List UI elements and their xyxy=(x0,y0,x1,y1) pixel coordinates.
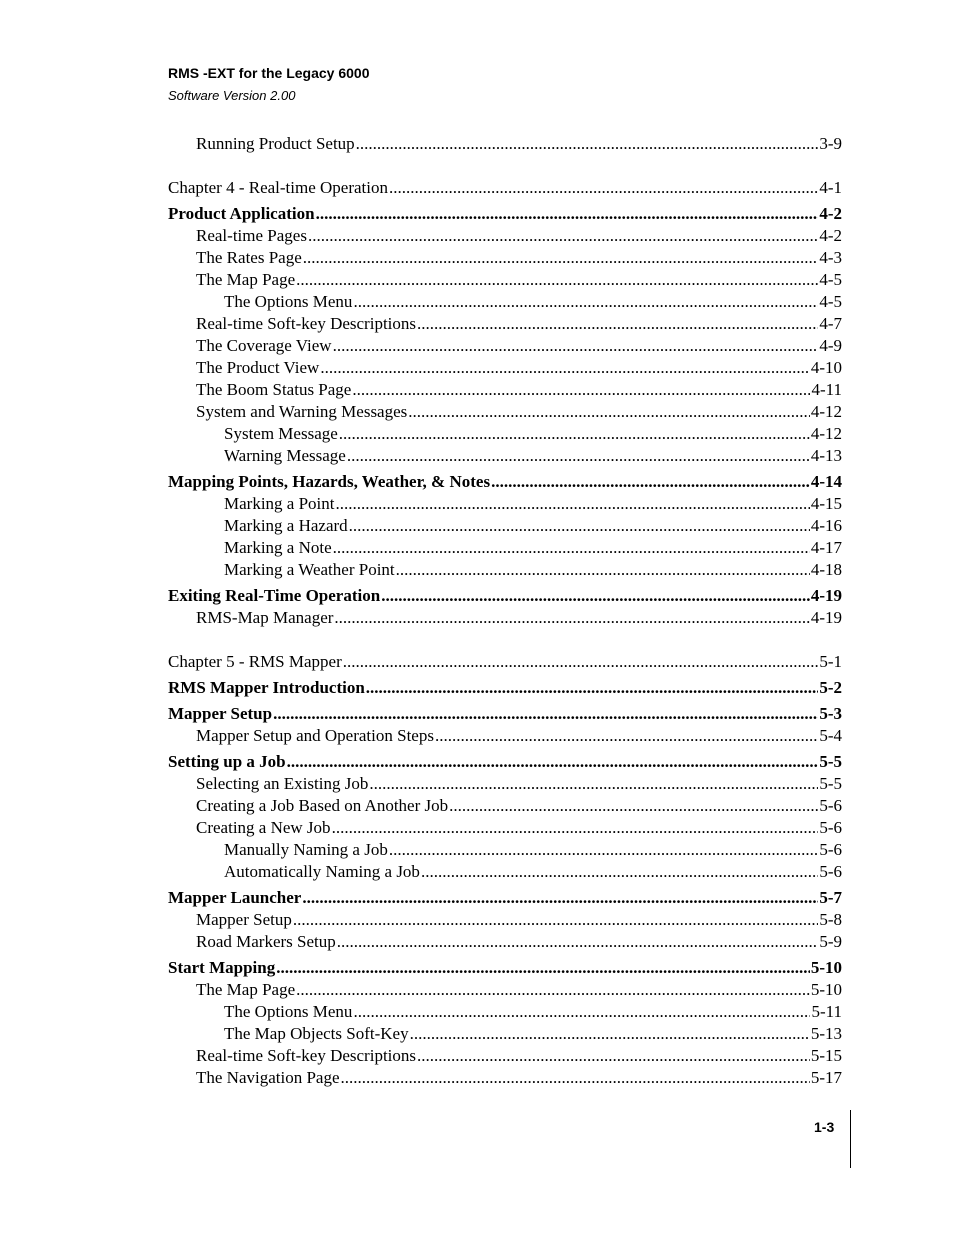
toc-entry-title: Selecting an Existing Job xyxy=(196,774,369,793)
toc-entry-title: Mapper Setup and Operation Steps xyxy=(196,726,434,745)
toc-entry-row[interactable] xyxy=(168,979,842,1001)
toc-entry-title: The Rates Page xyxy=(196,248,302,267)
toc-page-number: 5-6 xyxy=(819,840,842,859)
table-of-contents xyxy=(168,133,842,1089)
toc-entry-row[interactable] xyxy=(168,493,842,515)
toc-entry-row[interactable] xyxy=(168,133,842,155)
toc-chapter-row[interactable] xyxy=(168,177,842,199)
toc-section-row[interactable] xyxy=(168,585,842,607)
toc-entry-title: Mapper Setup xyxy=(196,910,292,929)
toc-entry-title: The Map Page xyxy=(196,980,296,999)
toc-entry-row[interactable] xyxy=(168,445,842,467)
toc-section-row[interactable] xyxy=(168,203,842,225)
toc-entry-title: Mapper Launcher xyxy=(168,888,302,907)
toc-entry-title: The Boom Status Page xyxy=(196,380,352,399)
toc-page-number: 5-10 xyxy=(810,980,842,999)
toc-dot-leader xyxy=(491,471,810,493)
toc-page-number: 4-10 xyxy=(810,358,842,377)
toc-entry-title: RMS-Map Manager xyxy=(196,608,334,627)
toc-dot-leader xyxy=(276,957,810,979)
toc-section-row[interactable] xyxy=(168,703,842,725)
toc-dot-leader xyxy=(293,909,818,931)
toc-dot-leader xyxy=(273,703,818,725)
toc-page-number: 5-10 xyxy=(810,958,842,977)
toc-dot-leader xyxy=(341,1067,810,1089)
toc-page-number: 4-13 xyxy=(810,446,842,465)
toc-page-number: 4-19 xyxy=(810,608,842,627)
toc-entry-title: The Navigation Page xyxy=(196,1068,340,1087)
toc-dot-leader xyxy=(381,585,810,607)
toc-entry-title: System and Warning Messages xyxy=(196,402,408,421)
toc-entry-row[interactable] xyxy=(168,335,842,357)
toc-page-number: 4-2 xyxy=(819,226,842,245)
toc-entry-title: Creating a New Job xyxy=(196,818,331,837)
toc-dot-leader xyxy=(410,1023,810,1045)
toc-entry-row[interactable] xyxy=(168,817,842,839)
toc-entry-title: Marking a Note xyxy=(224,538,332,557)
toc-page-number: 5-7 xyxy=(819,888,842,907)
toc-entry-title: Running Product Setup xyxy=(196,134,355,153)
toc-entry-row[interactable] xyxy=(168,291,842,313)
toc-section-row[interactable] xyxy=(168,957,842,979)
toc-entry-row[interactable] xyxy=(168,357,842,379)
toc-page-number: 5-15 xyxy=(810,1046,842,1065)
toc-entry-title: System Message xyxy=(224,424,338,443)
toc-entry-row[interactable] xyxy=(168,1045,842,1067)
toc-page-number: 5-17 xyxy=(810,1068,842,1087)
toc-dot-leader xyxy=(366,677,819,699)
toc-entry-row[interactable] xyxy=(168,559,842,581)
toc-entry-row[interactable] xyxy=(168,725,842,747)
toc-dot-leader xyxy=(320,357,810,379)
toc-page-number: 4-12 xyxy=(810,402,842,421)
toc-chapter-row[interactable] xyxy=(168,651,842,673)
toc-entry-row[interactable] xyxy=(168,247,842,269)
toc-dot-leader xyxy=(308,225,818,247)
toc-entry-title: Road Markers Setup xyxy=(196,932,336,951)
toc-page-number: 4-2 xyxy=(819,204,842,223)
toc-dot-leader xyxy=(334,607,809,629)
toc-entry-title: The Product View xyxy=(196,358,320,377)
toc-section-row[interactable] xyxy=(168,677,842,699)
toc-entry-row[interactable] xyxy=(168,909,842,931)
toc-page-number: 5-13 xyxy=(810,1024,842,1043)
page-number-rule xyxy=(850,1110,851,1168)
toc-page-number: 5-8 xyxy=(819,910,842,929)
toc-entry-row[interactable] xyxy=(168,1067,842,1089)
toc-page-number: 4-12 xyxy=(810,424,842,443)
toc-entry-title: The Coverage View xyxy=(196,336,332,355)
toc-entry-row[interactable] xyxy=(168,313,842,335)
toc-dot-leader xyxy=(337,931,819,953)
toc-dot-leader xyxy=(296,979,810,1001)
toc-page-number: 5-11 xyxy=(811,1002,842,1021)
toc-page-number: 5-3 xyxy=(819,704,842,723)
toc-entry-title: RMS Mapper Introduction xyxy=(168,678,365,697)
toc-entry-title: Warning Message xyxy=(224,446,346,465)
toc-entry-title: Marking a Point xyxy=(224,494,335,513)
toc-entry-title: The Options Menu xyxy=(224,1002,353,1021)
toc-page-number: 4-9 xyxy=(819,336,842,355)
toc-entry-title: Real-time Pages xyxy=(196,226,307,245)
toc-dot-leader xyxy=(339,423,810,445)
toc-page-number: 5-5 xyxy=(819,774,842,793)
toc-entry-title: Product Application xyxy=(168,204,315,223)
toc-entry-row[interactable] xyxy=(168,795,842,817)
toc-section-row[interactable] xyxy=(168,751,842,773)
toc-entry-title: The Map Objects Soft-Key xyxy=(224,1024,409,1043)
page-number: 1-3 xyxy=(814,1119,835,1135)
toc-entry-row[interactable] xyxy=(168,1001,842,1023)
toc-page-number: 5-6 xyxy=(819,818,842,837)
toc-dot-leader xyxy=(296,269,818,291)
toc-entry-row[interactable] xyxy=(168,269,842,291)
toc-dot-leader xyxy=(435,725,818,747)
toc-dot-leader xyxy=(389,839,818,861)
toc-dot-leader xyxy=(417,313,818,335)
toc-page-number: 4-1 xyxy=(819,178,842,197)
toc-entry-title: Creating a Job Based on Another Job xyxy=(196,796,449,815)
toc-entry-row[interactable] xyxy=(168,861,842,883)
toc-dot-leader xyxy=(421,861,818,883)
toc-entry-row[interactable] xyxy=(168,515,842,537)
toc-entry-title: Setting up a Job xyxy=(168,752,286,771)
toc-entry-title: Mapper Setup xyxy=(168,704,273,723)
toc-entry-title: Chapter 5 - RMS Mapper xyxy=(168,652,342,671)
toc-entry-title: Mapping Points, Hazards, Weather, & Notes xyxy=(168,472,491,491)
toc-page-number: 4-14 xyxy=(810,472,842,491)
toc-dot-leader xyxy=(408,401,810,423)
toc-entry-row[interactable] xyxy=(168,379,842,401)
toc-entry-row[interactable] xyxy=(168,607,842,629)
toc-entry-row[interactable] xyxy=(168,1023,842,1045)
toc-entry-title: Marking a Weather Point xyxy=(224,560,395,579)
toc-dot-leader xyxy=(287,751,819,773)
toc-page-number: 4-16 xyxy=(810,516,842,535)
toc-page-number: 5-2 xyxy=(819,678,842,697)
toc-page-number: 5-5 xyxy=(819,752,842,771)
toc-page-number: 5-6 xyxy=(819,862,842,881)
toc-dot-leader xyxy=(353,1001,810,1023)
toc-dot-leader xyxy=(352,379,810,401)
toc-entry-row[interactable] xyxy=(168,225,842,247)
toc-dot-leader xyxy=(417,1045,810,1067)
toc-page-number: 4-3 xyxy=(819,248,842,267)
running-header-subtitle: Software Version 2.00 xyxy=(168,88,296,103)
toc-dot-leader xyxy=(336,493,810,515)
toc-section-row[interactable] xyxy=(168,471,842,493)
toc-page-number: 4-5 xyxy=(819,292,842,311)
toc-entry-row[interactable] xyxy=(168,401,842,423)
toc-entry-title: Exiting Real-Time Operation xyxy=(168,586,381,605)
toc-entry-row[interactable] xyxy=(168,931,842,953)
toc-page-number: 5-4 xyxy=(819,726,842,745)
toc-entry-title: Chapter 4 - Real-time Operation xyxy=(168,178,388,197)
toc-entry-title: The Options Menu xyxy=(224,292,353,311)
toc-entry-title: Marking a Hazard xyxy=(224,516,348,535)
toc-page-number: 3-9 xyxy=(819,134,842,153)
toc-entry-title: The Map Page xyxy=(196,270,296,289)
toc-page-number: 4-19 xyxy=(810,586,842,605)
toc-page-number: 4-18 xyxy=(810,560,842,579)
running-header-title: RMS -EXT for the Legacy 6000 xyxy=(168,65,370,81)
toc-entry-row[interactable] xyxy=(168,773,842,795)
toc-page-number: 4-7 xyxy=(819,314,842,333)
toc-page-number: 5-6 xyxy=(819,796,842,815)
toc-dot-leader xyxy=(389,177,818,199)
toc-section-row[interactable] xyxy=(168,887,842,909)
toc-dot-leader xyxy=(349,515,810,537)
toc-dot-leader xyxy=(369,773,818,795)
toc-dot-leader xyxy=(356,133,819,155)
toc-dot-leader xyxy=(332,817,819,839)
toc-entry-title: Manually Naming a Job xyxy=(224,840,388,859)
toc-dot-leader xyxy=(353,291,818,313)
toc-entry-title: Start Mapping xyxy=(168,958,276,977)
toc-page-number: 4-5 xyxy=(819,270,842,289)
toc-page-number: 5-1 xyxy=(819,652,842,671)
toc-page-number: 4-17 xyxy=(810,538,842,557)
toc-dot-leader xyxy=(347,445,810,467)
toc-dot-leader xyxy=(303,247,819,269)
toc-dot-leader xyxy=(449,795,818,817)
toc-entry-row[interactable] xyxy=(168,423,842,445)
toc-entry-title: Real-time Soft-key Descriptions xyxy=(196,314,417,333)
toc-entry-title: Automatically Naming a Job xyxy=(224,862,420,881)
toc-dot-leader xyxy=(302,887,818,909)
toc-dot-leader xyxy=(316,203,819,225)
toc-dot-leader xyxy=(333,537,810,559)
toc-dot-leader xyxy=(343,651,819,673)
toc-page-number: 5-9 xyxy=(819,932,842,951)
toc-entry-title: Real-time Soft-key Descriptions xyxy=(196,1046,417,1065)
toc-entry-row[interactable] xyxy=(168,839,842,861)
toc-entry-row[interactable] xyxy=(168,537,842,559)
toc-dot-leader xyxy=(333,335,819,357)
toc-dot-leader xyxy=(396,559,810,581)
toc-page-number: 4-15 xyxy=(810,494,842,513)
toc-page-number: 4-11 xyxy=(811,380,842,399)
